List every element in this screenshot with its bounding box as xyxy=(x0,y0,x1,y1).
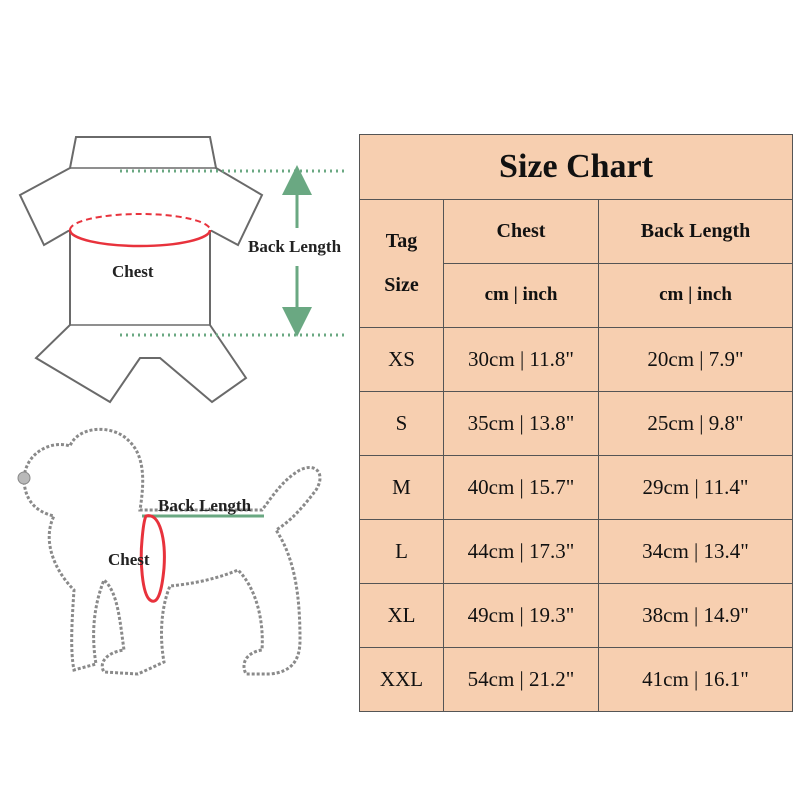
chest-column-header: Chest xyxy=(444,200,599,264)
chest-cell: 49cm | 19.3" xyxy=(444,583,599,647)
table-row xyxy=(360,583,793,647)
table-row xyxy=(360,519,793,583)
chest-cell: 35cm | 13.8" xyxy=(444,391,599,455)
size-cell: S xyxy=(360,391,444,455)
size-cell: XL xyxy=(360,583,444,647)
garment-chest-label: Chest xyxy=(112,262,154,281)
dog-illustration xyxy=(18,429,320,674)
chest-unit-header: cm | inch xyxy=(444,263,599,327)
size-cell: XXL xyxy=(360,647,444,711)
back-length-cell: 20cm | 7.9" xyxy=(599,327,793,391)
size-chart-title: Size Chart xyxy=(360,135,793,200)
chest-cell: 30cm | 11.8" xyxy=(444,327,599,391)
tag-size-header xyxy=(360,200,444,328)
table-row xyxy=(360,647,793,711)
table-row xyxy=(360,327,793,391)
back-length-cell: 41cm | 16.1" xyxy=(599,647,793,711)
chest-cell: 40cm | 15.7" xyxy=(444,455,599,519)
tag-header-line1: Tag xyxy=(385,230,418,253)
size-chart-table xyxy=(359,134,793,712)
dog-chest-label: Chest xyxy=(108,550,150,569)
back-length-cell: 34cm | 13.4" xyxy=(599,519,793,583)
garment-illustration xyxy=(20,137,345,402)
table-row xyxy=(360,391,793,455)
garment-back-length-label: Back Length xyxy=(248,237,342,256)
back-length-cell: 38cm | 14.9" xyxy=(599,583,793,647)
back-length-cell: 29cm | 11.4" xyxy=(599,455,793,519)
size-cell: L xyxy=(360,519,444,583)
measurement-diagram xyxy=(0,0,360,800)
chest-cell: 44cm | 17.3" xyxy=(444,519,599,583)
dog-back-length-label: Back Length xyxy=(158,496,252,515)
tag-header-line2: Size xyxy=(384,274,419,297)
back-length-unit-header: cm | inch xyxy=(599,263,793,327)
chest-cell: 54cm | 21.2" xyxy=(444,647,599,711)
back-length-column-header: Back Length xyxy=(599,200,793,264)
table-row xyxy=(360,455,793,519)
back-length-cell: 25cm | 9.8" xyxy=(599,391,793,455)
size-cell: M xyxy=(360,455,444,519)
dog-nose xyxy=(18,472,30,484)
size-cell: XS xyxy=(360,327,444,391)
dog-outline xyxy=(24,429,320,674)
